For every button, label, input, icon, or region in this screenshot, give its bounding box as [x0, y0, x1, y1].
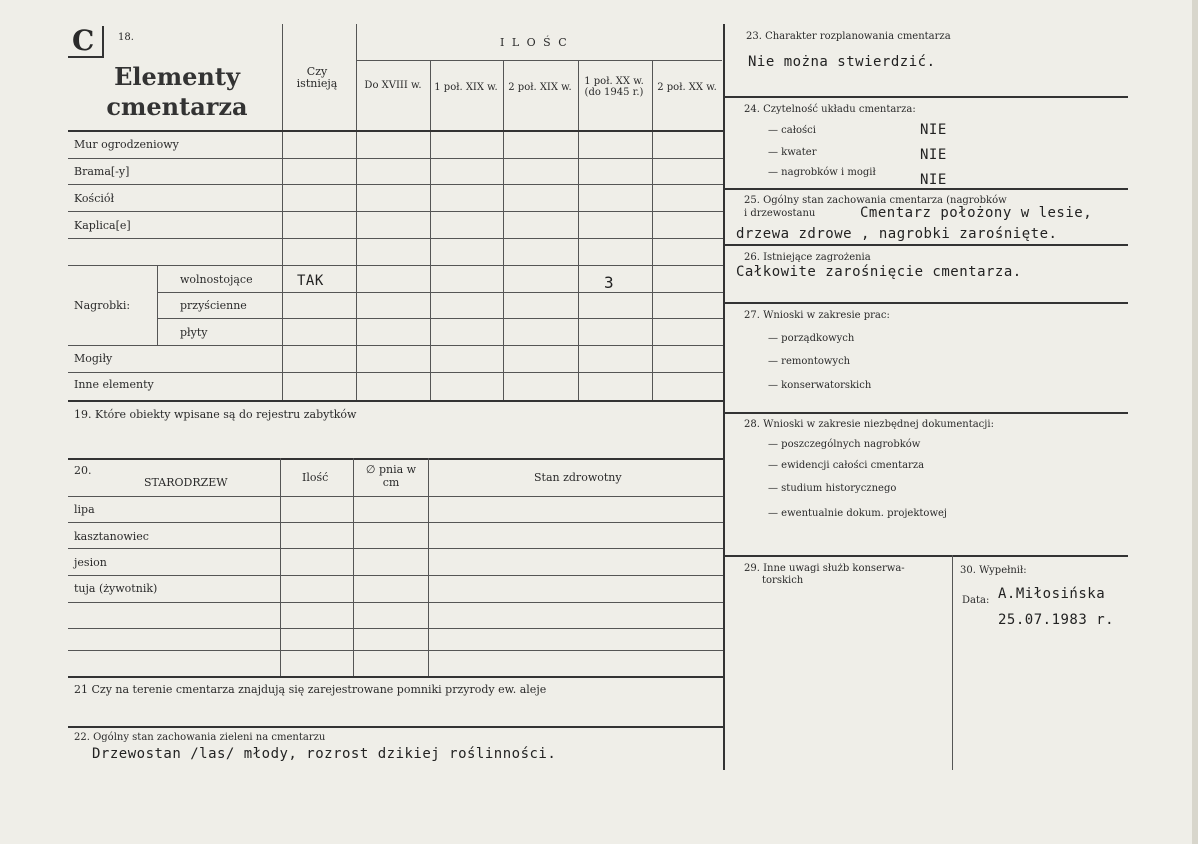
field-19-label: 19. Które obiekty wpisane są do rejestru zabytków — [74, 408, 357, 421]
paper-edge — [1192, 0, 1198, 844]
title-line-2: cmentarza — [106, 92, 248, 121]
tree-row-jesion: jesion — [74, 556, 107, 569]
row-inne: Inne elementy — [74, 378, 154, 391]
starodrzew-title: STARODRZEW — [144, 476, 228, 489]
field-30-name: A.Miłosińska — [998, 586, 1106, 602]
field-28-label: 28. Wnioski w zakresie niezbędnej dokumentacji: — [744, 419, 994, 430]
tree-row-kasztanowiec: kasztanowiec — [74, 530, 149, 543]
elements-title — [92, 62, 262, 122]
field-30-label: 30. Wypełnił: — [960, 565, 1027, 576]
field-27-item-3: — konserwatorskich — [768, 380, 872, 391]
field-25-value-2: drzewa zdrowe , nagrobki zarośnięte. — [736, 226, 1058, 242]
field-22-label: 22. Ogólny stan zachowania zieleni na cmentarzu — [74, 732, 326, 743]
row-brama: Brama[-y] — [74, 165, 130, 178]
form-letter: C — [72, 24, 95, 57]
col-exists-header: Czy istnieją — [296, 65, 338, 90]
field-24-item-kwater: — kwater — [768, 147, 817, 158]
field-28-item-2: — ewidencji całości cmentarza — [768, 460, 925, 471]
field-25-label-1: 25. Ogólny stan zachowania cmentarza (nagrobków — [744, 195, 1007, 206]
nagrobki-label: Nagrobki: — [74, 299, 131, 312]
nagrobki-exists-value: TAK — [297, 273, 324, 289]
field-30-date-label: Data: — [962, 595, 990, 606]
nagrobki-count-1945: 3 — [604, 273, 615, 292]
field-28-item-1: — poszczególnych nagrobków — [768, 439, 921, 450]
row-kosciol: Kościół — [74, 192, 115, 205]
nagrobki-przyscienne: przyścienne — [180, 299, 247, 312]
field-29-label-2: torskich — [762, 575, 804, 586]
tree-row-tuja: tuja (żywotnik) — [74, 582, 158, 595]
row-mur: Mur ogrodzeniowy — [74, 138, 179, 151]
nagrobki-plyty: płyty — [180, 326, 208, 339]
field-24-item-nagrobkow: — nagrobków i mogił — [768, 167, 876, 178]
field-24-label: 24. Czytelność układu cmentarza: — [744, 104, 916, 115]
field-26-value: Całkowite zarośnięcie cmentarza. — [736, 264, 1022, 280]
field-number-18: 18. — [118, 32, 134, 43]
letter-box — [68, 26, 104, 58]
field-30-date: 25.07.1983 r. — [998, 612, 1115, 628]
field-24-value-nagrobkow: NIE — [920, 172, 947, 188]
period-col-2: 1 poł. XIX w. — [434, 82, 498, 93]
field-23-value: Nie można stwierdzić. — [748, 54, 936, 70]
period-col-5: 2 poł. XX w. — [657, 82, 717, 93]
row-mogily: Mogiły — [74, 352, 113, 365]
field-24-item-calosci: — całości — [768, 125, 816, 136]
period-col-4: 1 poł. XX w. (do 1945 r.) — [584, 76, 644, 98]
field-24-value-kwater: NIE — [920, 147, 947, 163]
field-28-item-4: — ewentualnie dokum. projektowej — [768, 508, 948, 519]
starodrzew-health-header: Stan zdrowotny — [534, 471, 622, 484]
field-22-value: Drzewostan /las/ młody, rozrost dzikiej roślinności. — [92, 746, 557, 762]
field-21-label: 21 Czy na terenie cmentarza znajdują się zarejestrowane pomniki przyrody ew. aleje — [74, 683, 547, 696]
period-col-1: Do XVIII w. — [364, 80, 422, 91]
field-27-item-2: — remontowych — [768, 356, 851, 367]
quantity-header: I L O Ś C — [500, 36, 569, 49]
field-27-item-1: — porządkowych — [768, 333, 855, 344]
title-line-1: Elementy — [114, 62, 240, 91]
field-25-value-1: Cmentarz położony w lesie, — [860, 205, 1093, 221]
starodrzew-count-header: Ilość — [302, 471, 329, 484]
starodrzew-diameter-header: ∅ pnia w cm — [365, 463, 417, 489]
field-20-number: 20. — [74, 464, 92, 477]
field-28-item-3: — studium historycznego — [768, 483, 897, 494]
field-26-label: 26. Istniejące zagrożenia — [744, 252, 871, 263]
nagrobki-wolnostojace: wolnostojące — [180, 273, 253, 286]
period-col-3: 2 poł. XIX w. — [508, 82, 572, 93]
field-27-label: 27. Wnioski w zakresie prac: — [744, 310, 890, 321]
field-23-label: 23. Charakter rozplanowania cmentarza — [746, 31, 951, 42]
field-25-label-2: i drzewostanu — [744, 208, 816, 219]
row-kaplica: Kaplica[e] — [74, 219, 131, 232]
field-24-value-calosci: NIE — [920, 122, 947, 138]
field-29-label-1: 29. Inne uwagi służb konserwa- — [744, 563, 905, 574]
tree-row-lipa: lipa — [74, 503, 95, 516]
